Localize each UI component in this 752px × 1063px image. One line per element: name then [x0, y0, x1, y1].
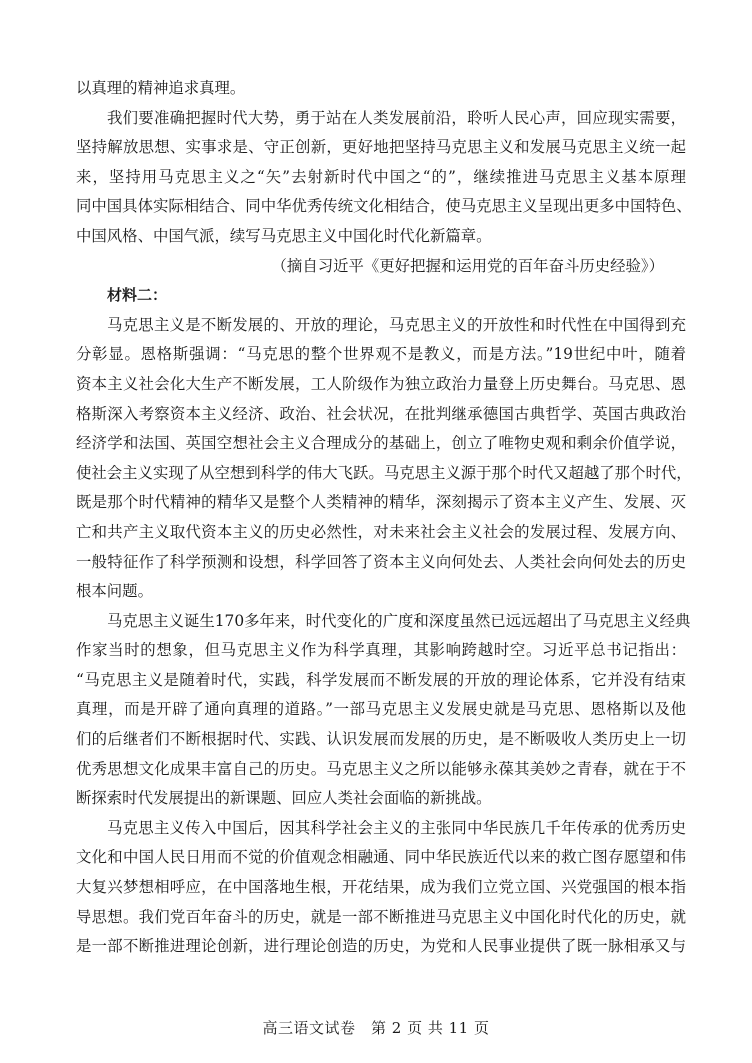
text-line: 资本主义社会化大生产不断发展，工人阶级作为独立政治力量登上历史舞台。马克思、恩	[76, 374, 686, 393]
page-body	[76, 74, 692, 962]
text-line: 真理，而是开辟了通向真理的道路。”一部马克思主义发展史就是马克思、恩格斯以及他	[76, 700, 686, 719]
page-footer: 高三语文试卷 第 2 页 共 11 页	[262, 1019, 490, 1037]
paragraph-1	[76, 104, 692, 252]
text-line: 马克思主义传入中国后，因其科学社会主义的主张同中华民族几千年传承的优秀历史	[107, 818, 686, 837]
text-line: 以真理的精神追求真理。	[76, 79, 246, 97]
text-line: 亡和共产主义取代资本主义的历史必然性，对未来社会主义社会的发展过程、发展方向、	[76, 522, 686, 541]
text-line: 们的后继者们不断根据时代、实践、认识发展而发展的历史，是不断吸收人类历史上一切	[76, 730, 686, 749]
source-citation: （摘自习近平《更好把握和运用党的百年奋斗历史经验》）	[271, 256, 664, 275]
text-line: 坚持解放思想、实事求是、守正创新，更好地把坚持马克思主义和发展马克思主义统一起	[76, 138, 686, 157]
text-line: 断探索时代发展提出的新课题、回应人类社会面临的新挑战。	[76, 789, 492, 808]
text-line: 来，坚持用马克思主义之“矢”去射新时代中国之“的”，继续推进马克思主义基本原理	[76, 167, 686, 186]
paragraph-3	[76, 607, 691, 814]
text-line: 一般特征作了科学预测和设想，科学回答了资本主义向何处去、人类社会向何处去的历史	[76, 552, 686, 571]
text-line: 我们要准确把握时代大势，勇于站在人类发展前沿，聆听人民心声，回应现实需要，	[107, 108, 686, 127]
material-heading: 材料二：	[107, 286, 168, 305]
text-line: 作家当时的想象，但马克思主义作为科学真理，其影响跨越时空。习近平总书记指出：	[76, 641, 686, 660]
text-line: 格斯深入考察资本主义经济、政治、社会状况，在批判继承德国古典哲学、英国古典政治	[76, 404, 686, 423]
text-line: 马克思主义诞生170多年来，时代变化的广度和深度虽然已远远超出了马克思主义经典	[107, 611, 691, 630]
text-line: 中国风格、中国气派，续写马克思主义中国化时代化新篇章。	[76, 226, 492, 245]
text-line: 既是那个时代精神的精华又是整个人类精神的精华，深刻揭示了资本主义产生、发展、灭	[76, 493, 686, 512]
text-line: 分彰显。恩格斯强调：“马克思的整个世界观不是教义，而是方法。”19世纪中叶，随着	[76, 345, 686, 364]
text-line: 使社会主义实现了从空想到科学的伟大飞跃。马克思主义源于那个时代又超越了那个时代，	[76, 463, 692, 482]
text-line: “马克思主义是随着时代，实践，科学发展而不断发展的开放的理论体系，它并没有结束	[76, 670, 686, 689]
paragraph-2	[76, 311, 692, 607]
paragraph-4	[76, 814, 686, 962]
text-line: 马克思主义是不断发展的、开放的理论，马克思主义的开放性和时代性在中国得到充	[107, 315, 686, 334]
text-line: 导思想。我们党百年奋斗的历史，就是一部不断推进马克思主义中国化时代化的历史，就	[76, 907, 686, 926]
text-line: 同中国具体实际相结合、同中华优秀传统文化相结合，使马克思主义呈现出更多中国特色、	[76, 197, 692, 216]
text-line: 根本问题。	[76, 582, 153, 601]
text-line: 文化和中国人民日用而不觉的价值观念相融通、同中华民族近代以来的救亡图存愿望和伟	[76, 848, 686, 867]
text-line: 是一部不断推进理论创新，进行理论创造的历史，为党和人民事业提供了既一脉相承又与	[76, 937, 686, 956]
text-line: 优秀思想文化成果丰富自己的历史。马克思主义之所以能够永葆其美妙之青春，就在于不	[76, 759, 686, 778]
paragraph-continuation	[76, 74, 686, 104]
text-line: 大复兴梦想相呼应，在中国落地生根，开花结果，成为我们立党立国、兴党强国的根本指	[76, 878, 686, 897]
text-line: 经济学和法国、英国空想社会主义合理成分的基础上，创立了唯物史观和剩余价值学说，	[76, 434, 686, 453]
